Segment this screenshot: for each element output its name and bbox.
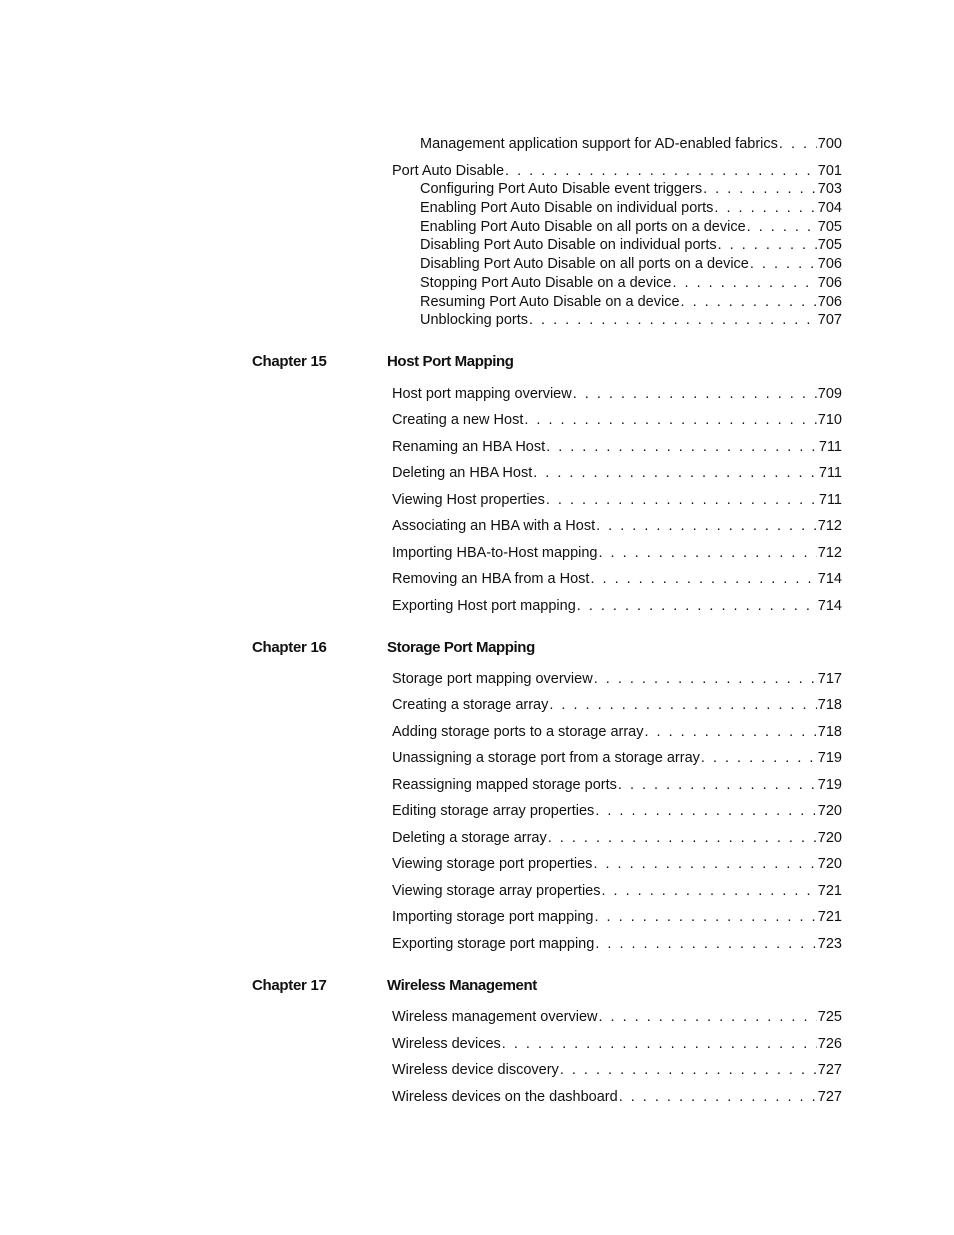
toc-entry[interactable] bbox=[392, 696, 842, 714]
chapter-label: Chapter 17 bbox=[252, 977, 327, 994]
leader-dots bbox=[502, 1035, 817, 1053]
toc-entry-title: Removing an HBA from a Host bbox=[392, 571, 590, 587]
toc-entry[interactable] bbox=[420, 311, 842, 329]
toc-entry[interactable] bbox=[392, 882, 842, 900]
toc-entry[interactable] bbox=[392, 385, 842, 403]
leader-dots bbox=[718, 236, 817, 254]
leader-dots bbox=[577, 597, 817, 615]
leader-dots bbox=[701, 749, 817, 767]
toc-entry-page: 714 bbox=[817, 598, 842, 614]
toc-entry-page: 706 bbox=[817, 294, 842, 310]
toc-entry-title: Deleting an HBA Host bbox=[392, 465, 533, 481]
toc-entry-title: Importing HBA-to-Host mapping bbox=[392, 545, 598, 561]
toc-entry-title: Deleting a storage array bbox=[392, 830, 547, 846]
leader-dots bbox=[546, 491, 818, 509]
toc-entry[interactable] bbox=[392, 749, 842, 767]
toc-entry-title: Editing storage array properties bbox=[392, 803, 595, 819]
toc-entry[interactable] bbox=[392, 723, 842, 741]
leader-dots bbox=[601, 882, 816, 900]
toc-entry-page: 706 bbox=[817, 256, 842, 272]
leader-dots bbox=[560, 1061, 817, 1079]
toc-entry[interactable] bbox=[392, 1035, 842, 1053]
toc-entry[interactable] bbox=[392, 438, 842, 456]
toc-entry-title: Disabling Port Auto Disable on individual ports bbox=[420, 237, 717, 253]
leader-dots bbox=[546, 438, 818, 456]
toc-entry-page: 710 bbox=[817, 412, 842, 428]
toc-entry-page: 711 bbox=[818, 439, 842, 455]
toc-entry[interactable] bbox=[392, 544, 842, 562]
toc-entry-title: Viewing storage port properties bbox=[392, 856, 593, 872]
toc-entry[interactable] bbox=[392, 162, 842, 180]
toc-entry-page: 706 bbox=[817, 275, 842, 291]
leader-dots bbox=[524, 411, 816, 429]
leader-dots bbox=[750, 255, 817, 273]
toc-entry-page: 723 bbox=[817, 936, 842, 952]
toc-entry-title: Importing storage port mapping bbox=[392, 909, 594, 925]
leader-dots bbox=[505, 162, 817, 180]
toc-entry-page: 711 bbox=[818, 465, 842, 481]
toc-entry[interactable] bbox=[420, 218, 842, 236]
toc-entry-page: 707 bbox=[817, 312, 842, 328]
toc-entry-title: Storage port mapping overview bbox=[392, 671, 593, 687]
toc-entry[interactable] bbox=[392, 1008, 842, 1026]
toc-entry[interactable] bbox=[392, 802, 842, 820]
toc-entry-page: 726 bbox=[817, 1036, 842, 1052]
toc-entry-title: Wireless device discovery bbox=[392, 1062, 559, 1078]
leader-dots bbox=[595, 802, 816, 820]
leader-dots bbox=[533, 464, 818, 482]
toc-entry-page: 711 bbox=[818, 492, 842, 508]
toc-entry-title: Wireless devices bbox=[392, 1036, 501, 1052]
toc-entry[interactable] bbox=[420, 180, 842, 198]
toc-entry-title: Wireless devices on the dashboard bbox=[392, 1089, 618, 1105]
chapter-label: Chapter 15 bbox=[252, 353, 327, 370]
toc-entry-title: Management application support for AD-enabled fabrics bbox=[420, 136, 778, 152]
toc-entry[interactable] bbox=[392, 670, 842, 688]
toc-entry-title: Host port mapping overview bbox=[392, 386, 572, 402]
toc-entry[interactable] bbox=[392, 1088, 842, 1106]
toc-entry-page: 705 bbox=[817, 237, 842, 253]
leader-dots bbox=[703, 180, 817, 198]
leader-dots bbox=[595, 908, 817, 926]
toc-entry-title: Exporting Host port mapping bbox=[392, 598, 576, 614]
toc-entry-page: 720 bbox=[817, 856, 842, 872]
toc-entry[interactable] bbox=[392, 517, 842, 535]
toc-entry-title: Enabling Port Auto Disable on all ports on a device bbox=[420, 219, 746, 235]
toc-entry-page: 704 bbox=[817, 200, 842, 216]
toc-entry[interactable] bbox=[392, 776, 842, 794]
leader-dots bbox=[644, 723, 816, 741]
toc-entry[interactable] bbox=[420, 274, 842, 292]
toc-entry-title: Creating a new Host bbox=[392, 412, 524, 428]
toc-entry-page: 727 bbox=[817, 1062, 842, 1078]
toc-entry-title: Associating an HBA with a Host bbox=[392, 518, 596, 534]
toc-entry-title: Creating a storage array bbox=[392, 697, 549, 713]
chapter-title[interactable]: Host Port Mapping bbox=[387, 353, 514, 370]
toc-entry-page: 717 bbox=[817, 671, 842, 687]
chapter-title[interactable]: Wireless Management bbox=[387, 977, 537, 994]
leader-dots bbox=[548, 829, 817, 847]
toc-entry-page: 714 bbox=[817, 571, 842, 587]
chapter-title[interactable]: Storage Port Mapping bbox=[387, 639, 535, 656]
toc-entry-page: 700 bbox=[817, 136, 842, 152]
toc-entry-title: Resuming Port Auto Disable on a device bbox=[420, 294, 680, 310]
toc-entry-page: 712 bbox=[817, 545, 842, 561]
toc-entry[interactable] bbox=[392, 597, 842, 615]
leader-dots bbox=[594, 670, 817, 688]
toc-entry-title: Port Auto Disable bbox=[392, 163, 505, 179]
toc-entry[interactable] bbox=[420, 135, 842, 153]
toc-entry[interactable] bbox=[392, 464, 842, 482]
toc-entry-title: Renaming an HBA Host bbox=[392, 439, 546, 455]
toc-entry-title: Disabling Port Auto Disable on all ports on a device bbox=[420, 256, 749, 272]
toc-entry-page: 721 bbox=[817, 909, 842, 925]
toc-entry[interactable] bbox=[392, 829, 842, 847]
toc-entry[interactable] bbox=[392, 908, 842, 926]
leader-dots bbox=[599, 544, 817, 562]
toc-entry-title: Wireless management overview bbox=[392, 1009, 598, 1025]
toc-entry[interactable] bbox=[392, 491, 842, 509]
leader-dots bbox=[714, 199, 816, 217]
leader-dots bbox=[619, 1088, 817, 1106]
toc-entry[interactable] bbox=[392, 411, 842, 429]
toc-entry-page: 709 bbox=[817, 386, 842, 402]
toc-entry[interactable] bbox=[420, 236, 842, 254]
leader-dots bbox=[549, 696, 816, 714]
leader-dots bbox=[593, 855, 816, 873]
leader-dots bbox=[618, 776, 817, 794]
leader-dots bbox=[779, 135, 817, 153]
toc-entry-page: 712 bbox=[817, 518, 842, 534]
leader-dots bbox=[573, 385, 817, 403]
toc-entry-page: 718 bbox=[817, 724, 842, 740]
leader-dots bbox=[529, 311, 817, 329]
toc-entry[interactable] bbox=[392, 855, 842, 873]
toc-entry-title: Unassigning a storage port from a storage array bbox=[392, 750, 700, 766]
toc-entry[interactable] bbox=[420, 199, 842, 217]
leader-dots bbox=[673, 274, 817, 292]
toc-entry-page: 719 bbox=[817, 777, 842, 793]
toc-entry-page: 727 bbox=[817, 1089, 842, 1105]
leader-dots bbox=[747, 218, 817, 236]
toc-entry-page: 720 bbox=[817, 830, 842, 846]
toc-entry-title: Viewing storage array properties bbox=[392, 883, 601, 899]
leader-dots bbox=[595, 935, 816, 953]
toc-entry[interactable] bbox=[392, 935, 842, 953]
toc-entry-title: Viewing Host properties bbox=[392, 492, 545, 508]
toc-entry-title: Unblocking ports bbox=[420, 312, 528, 328]
toc-entry[interactable] bbox=[392, 570, 842, 588]
leader-dots bbox=[681, 293, 817, 311]
toc-entry-page: 701 bbox=[817, 163, 842, 179]
toc-entry-title: Enabling Port Auto Disable on individual ports bbox=[420, 200, 714, 216]
toc-entry[interactable] bbox=[420, 293, 842, 311]
toc-entry[interactable] bbox=[392, 1061, 842, 1079]
toc-entry-page: 719 bbox=[817, 750, 842, 766]
toc-entry-title: Adding storage ports to a storage array bbox=[392, 724, 644, 740]
leader-dots bbox=[596, 517, 817, 535]
leader-dots bbox=[599, 1008, 817, 1026]
toc-entry-title: Exporting storage port mapping bbox=[392, 936, 595, 952]
toc-entry-page: 705 bbox=[817, 219, 842, 235]
toc-entry-page: 718 bbox=[817, 697, 842, 713]
toc-entry-page: 725 bbox=[817, 1009, 842, 1025]
leader-dots bbox=[590, 570, 816, 588]
toc-entry-page: 720 bbox=[817, 803, 842, 819]
toc-entry[interactable] bbox=[420, 255, 842, 273]
toc-entry-title: Configuring Port Auto Disable event triggers bbox=[420, 181, 703, 197]
chapter-label: Chapter 16 bbox=[252, 639, 327, 656]
toc-entry-title: Stopping Port Auto Disable on a device bbox=[420, 275, 672, 291]
toc-entry-page: 721 bbox=[817, 883, 842, 899]
toc-entry-page: 703 bbox=[817, 181, 842, 197]
toc-entry-title: Reassigning mapped storage ports bbox=[392, 777, 617, 793]
